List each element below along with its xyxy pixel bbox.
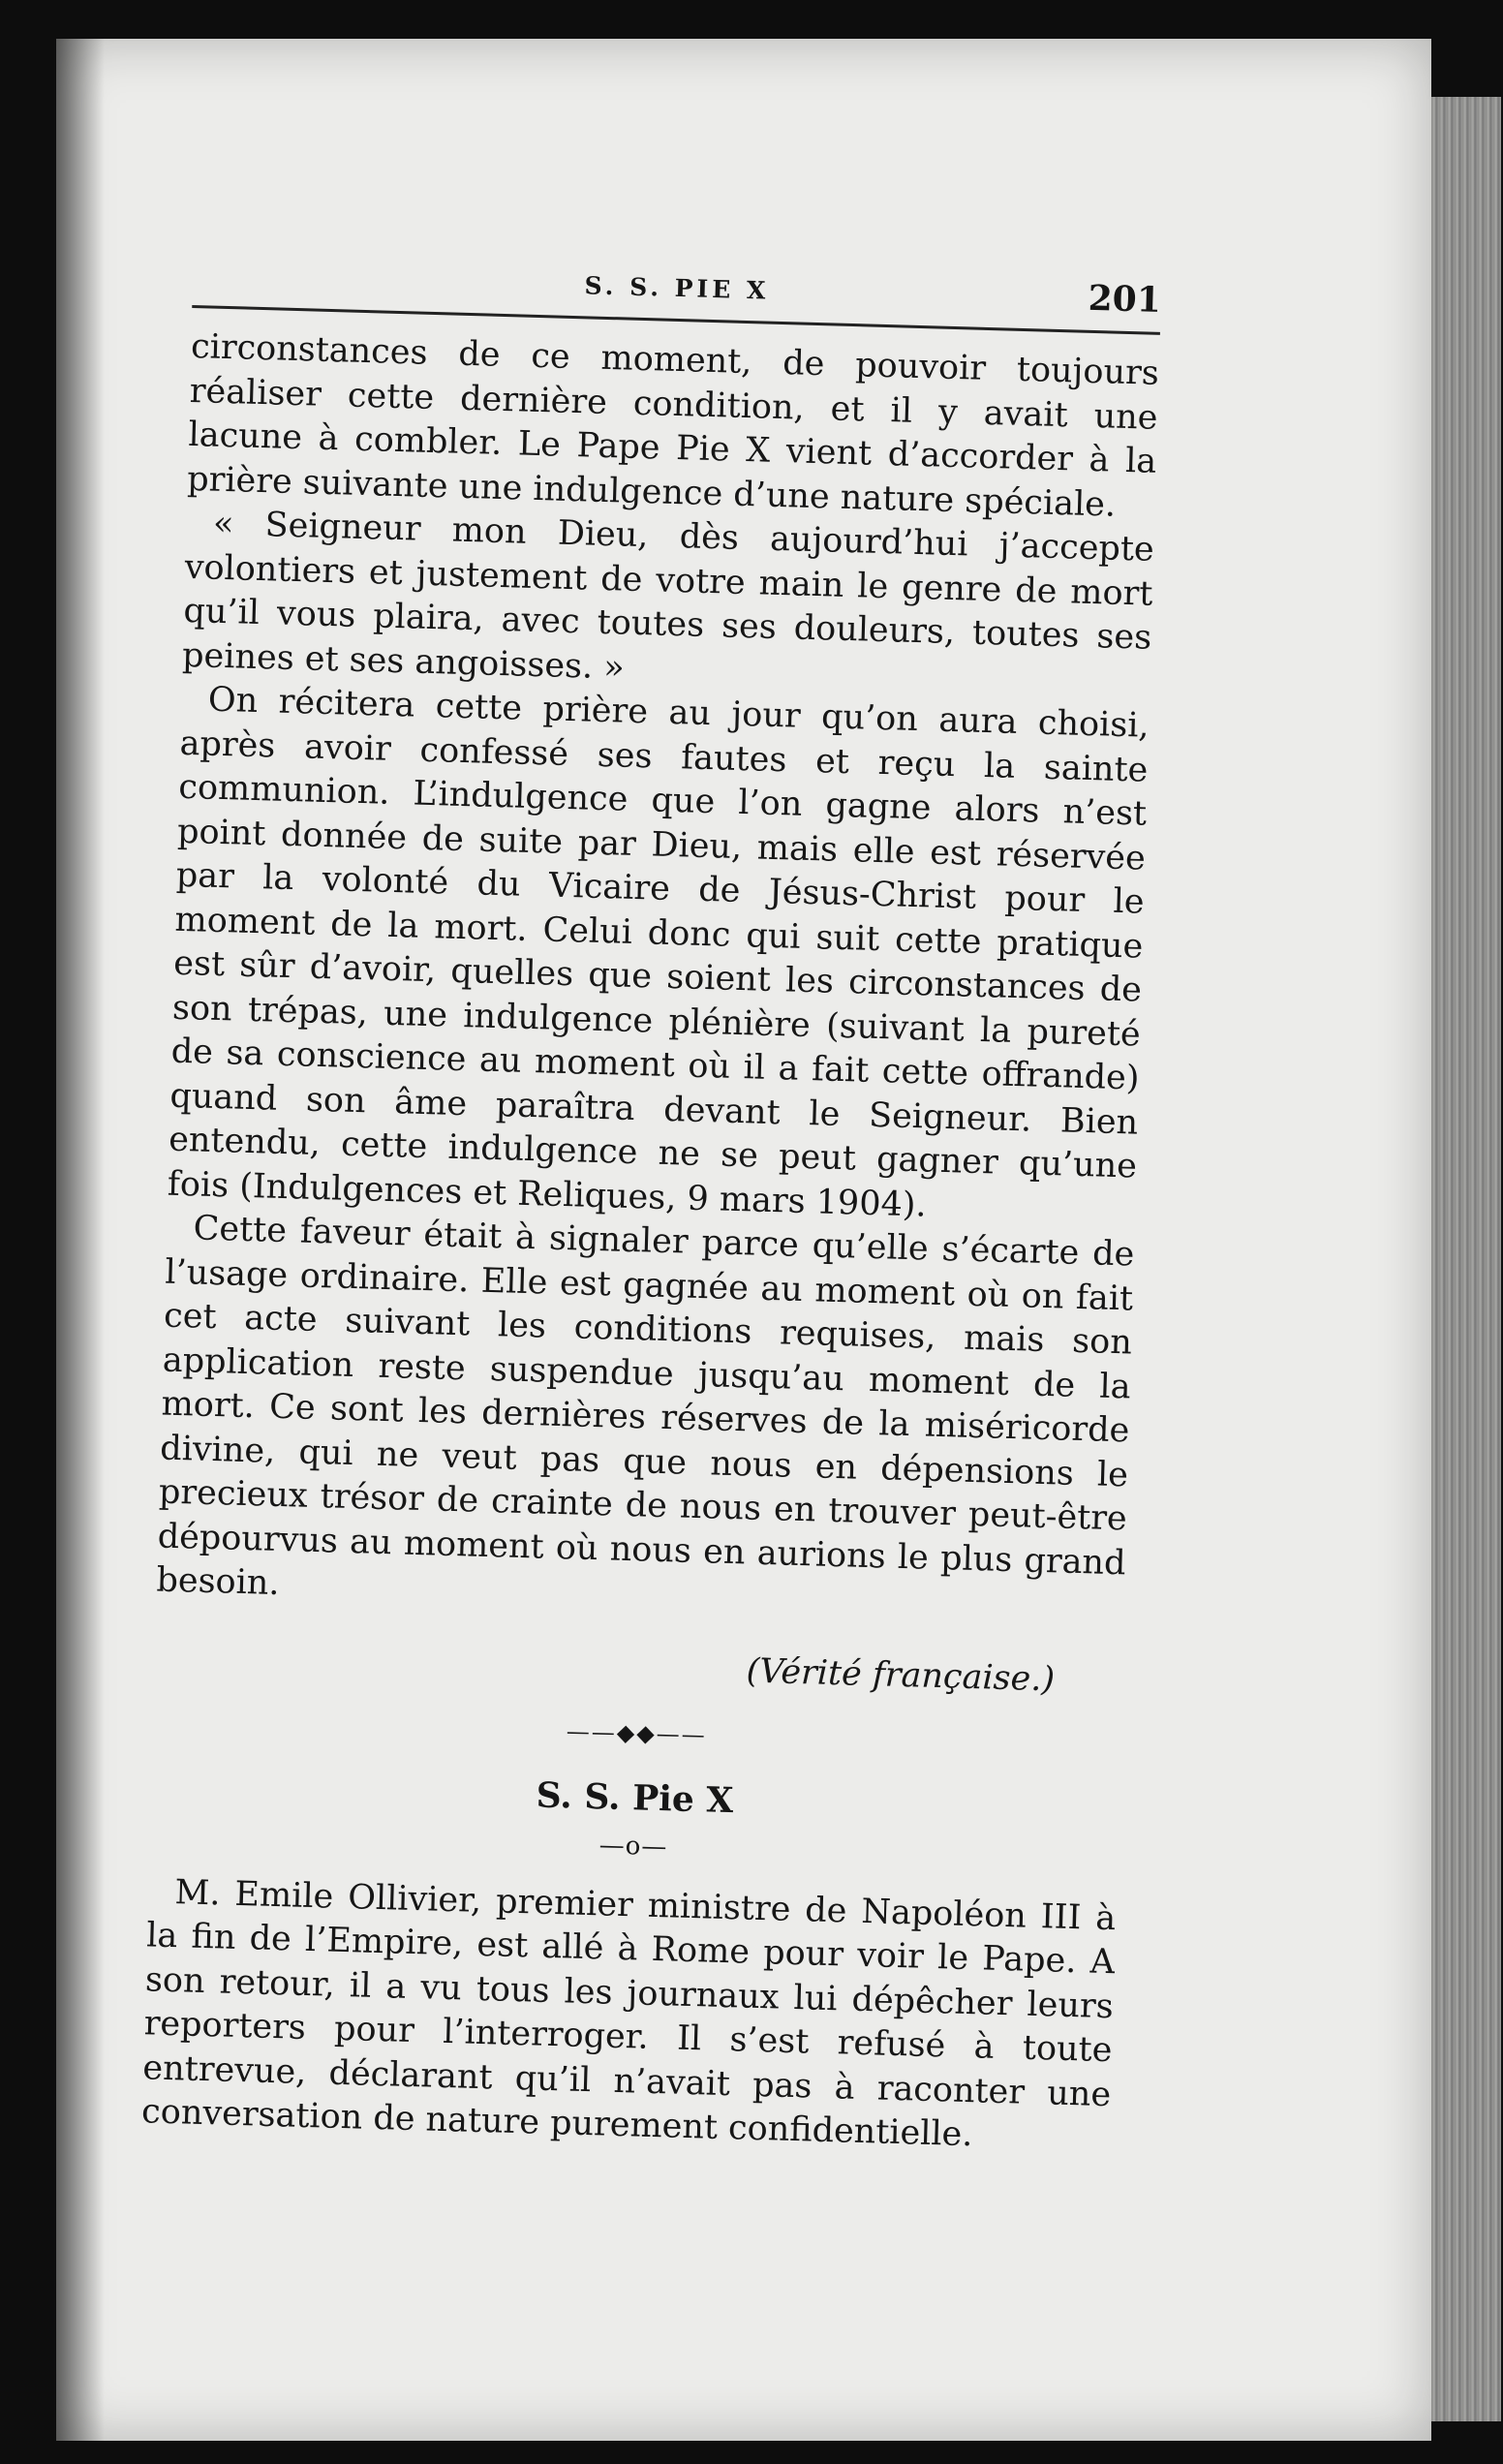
paragraph-prayer: « Seigneur mon Dieu, dès aujourd’hui j’accepte volontiers et justement de votre main le genre de mort qu’il vous plaira, avec toutes ses douleurs, toutes ses peines et ses angoisses. » <box>181 504 1155 688</box>
small-separator: —o— <box>598 1830 668 1862</box>
page-number: 201 <box>1088 277 1162 321</box>
ornamental-separator: ——◆◆—— <box>566 1716 708 1748</box>
page-content <box>141 247 1162 2162</box>
paragraph-ollivier: M. Emile Ollivier, premier ministre de Napoléon III à la fin de l’Empire, est allé à Rome pour voir le Pape. A son retour, il a vu tous les journaux lui dépêcher leurs reporters pour l’interroger. Il s’est refusé à toute entrevue, déclarant qu’il n’avait pas à raconter une conversation de nature purement confidentielle. <box>140 1872 1117 2155</box>
spine-shadow <box>56 39 105 2441</box>
running-head-title: S. S. PIE X <box>584 271 770 305</box>
paragraph-faveur: Cette faveur était à signaler parce qu’elle s’écarte de l’usage ordinaire. Elle est gagnée au moment où on fait cet acte suivant les conditions requises, mais son application reste suspendue jusqu’au moment de la mort. Ce sont les dernières réserves de la miséricorde divine, qui ne veut pas que nous en dépensions le precieux trésor de crainte de nous en trouver peut-être dépourvus au moment où nous en aurions le plus grand besoin. <box>155 1209 1135 1604</box>
page-edges <box>1424 97 1501 2421</box>
paragraph-continuation: circonstances de ce moment, de pouvoir toujours réaliser cette dernière condition, et il y avait une lacune à combler. Le Pape Pie X vient d’accorder à la prière suivante une indulgence d’une nature spéciale. <box>186 326 1160 525</box>
paragraph-indulgence: On récitera cette prière au jour qu’on aura choisi, après avoir confessé ses fautes et reçu la sainte communion. L’indulgence que l’on gagne alors n’est point donnée de suite par Dieu, mais elle est réservée par la volonté du Vicaire de Jésus-Christ pour le moment de la mort. Celui donc qui suit cette pratique est sûr d’avoir, quelles que soient les circonstances de son trépas, une indulgence plénière (suivant la pureté de sa conscience au moment où il a fait cette offrande) quand son âme paraîtra devant le Seigneur. Bien entendu, cette indulgence ne se peut gagner qu’une fois (Indulgences et Reliques, 9 mars 1904). <box>167 680 1150 1225</box>
section-heading: S. S. Pie X <box>536 1774 734 1821</box>
source-citation: (Vérité française.) <box>746 1651 1056 1699</box>
